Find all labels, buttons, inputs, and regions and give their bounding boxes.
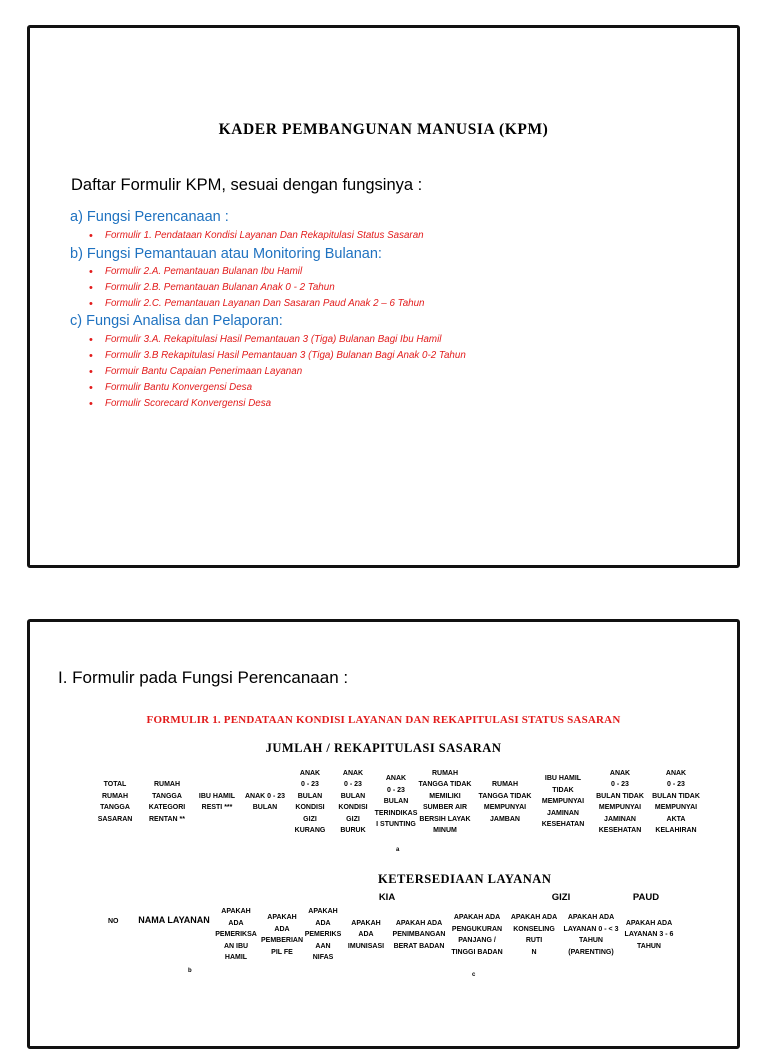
column-header: RUMAH TANGGA KATEGORI RENTAN ** (148, 781, 186, 823)
section-perencanaan-list (85, 228, 424, 244)
column-header: APAKAH ADA PENGUKURAN PANJANG / TINGGI BADAN (451, 914, 503, 956)
column-header: IBU HAMIL RESTI *** (198, 792, 236, 811)
column-header: APAKAH ADA IMUNISASI (347, 919, 385, 950)
section-analisa-list (85, 332, 466, 412)
column-header: APAKAH ADA PENIMBANGAN BERAT BADAN (392, 919, 446, 950)
section-analisa-label: c) Fungsi Analisa dan Pelaporan: (70, 313, 283, 329)
section-pemantauan-label: b) Fungsi Pemantauan atau Monitoring Bulanan: (70, 246, 382, 262)
slide-heading: I. Formulir pada Fungsi Perencanaan : (58, 668, 349, 687)
column-header: ANAK 0 - 23 BULAN KONDISI GIZI KURANG (294, 769, 326, 834)
column-header: TOTAL RUMAH TANGGA SASARAN (97, 781, 133, 823)
list-item: • Formulir Bantu Konvergensi Desa (85, 380, 466, 396)
column-header: ANAK 0 - 23 BULAN KONDISI GIZI BURUK (338, 769, 368, 834)
column-header: ANAK 0 - 23 BULAN TIDAK MEMPUNYAI AKTA KELAHIRAN (652, 769, 700, 834)
nama-layanan-label: NAMA LAYANAN (138, 915, 210, 925)
list-item: • Formuir Bantu Capaian Penerimaan Layanan (85, 364, 466, 380)
group-kia: KIA (378, 892, 396, 903)
list-item: • Formulir 3.A. Rekapitulasi Hasil Pemantauan 3 (Tiga) Bulanan Bagi Ibu Hamil (85, 332, 466, 348)
form-title: FORMULIR 1. PENDATAAN KONDISI LAYANAN DAN REKAPITULASI STATUS SASARAN (146, 714, 621, 726)
list-item: • Formulir 1. Pendataan Kondisi Layanan Dan Rekapitulasi Status Sasaran (85, 228, 424, 244)
column-header: RUMAH TANGGA TIDAK MEMILIKI SUMBER AIR BERSIH LAYAK MINUM (418, 769, 472, 834)
slide-kpm-overview (27, 25, 740, 568)
list-item: • Formulir 2.C. Pemantauan Layanan Dan Sasaran Paud Anak 2 – 6 Tahun (85, 296, 425, 312)
section-pemantauan-list (85, 264, 425, 312)
marker-a: a (396, 847, 400, 853)
recap-title: JUMLAH / REKAPITULASI SASARAN (265, 741, 502, 755)
form-list-heading: Daftar Formulir KPM, sesuai dengan fungsinya : (71, 176, 423, 194)
marker-c: c (472, 972, 476, 978)
layanan-title: KETERSEDIAAN LAYANAN (378, 872, 552, 886)
column-header: ANAK 0 - 23 BULAN TIDAK MEMPUNYAI JAMINAN KESEHATAN (596, 769, 644, 834)
slide-formulir-perencanaan (27, 619, 740, 1049)
slide-title: KADER PEMBANGUNAN MANUSIA (KPM) (218, 121, 549, 138)
list-item: • Formulir Scorecard Konvergensi Desa (85, 396, 466, 412)
column-header: RUMAH TANGGA TIDAK MEMPUNYAI JAMBAN (478, 781, 532, 823)
column-header: APAKAH ADA LAYANAN 3 - 6 TAHUN (624, 919, 674, 950)
column-header: IBU HAMIL TIDAK MEMPUNYAI JAMINAN KESEHATAN (541, 775, 585, 829)
column-header: ANAK 0 - 23 BULAN TERINDIKAS I STUNTING (374, 775, 418, 829)
column-header: APAKAH ADA PEMERIKS AAN NIFAS (304, 908, 342, 962)
group-gizi: GIZI (551, 892, 571, 903)
section-perencanaan-label: a) Fungsi Perencanaan : (70, 209, 229, 225)
column-header: APAKAH ADA LAYANAN 0 - < 3 TAHUN (PARENTING) (563, 914, 619, 956)
list-item: • Formulir 3.B Rekapitulasi Hasil Pemantauan 3 (Tiga) Bulanan Bagi Anak 0-2 Tahun (85, 348, 466, 364)
no-label: NO (108, 918, 119, 925)
column-header: APAKAH ADA PEMBERIAN PIL FE (260, 914, 304, 956)
marker-b: b (188, 968, 192, 974)
column-header: ANAK 0 - 23 BULAN (244, 792, 286, 811)
column-header: APAKAH ADA PEMERIKSA AN IBU HAMIL (215, 908, 257, 962)
list-item: • Formulir 2.A. Pemantauan Bulanan Ibu Hamil (85, 264, 425, 280)
group-paud: PAUD (632, 892, 660, 903)
column-header: APAKAH ADA KONSELING RUTI N (510, 914, 558, 956)
list-item: • Formulir 2.B. Pemantauan Bulanan Anak 0 - 2 Tahun (85, 280, 425, 296)
